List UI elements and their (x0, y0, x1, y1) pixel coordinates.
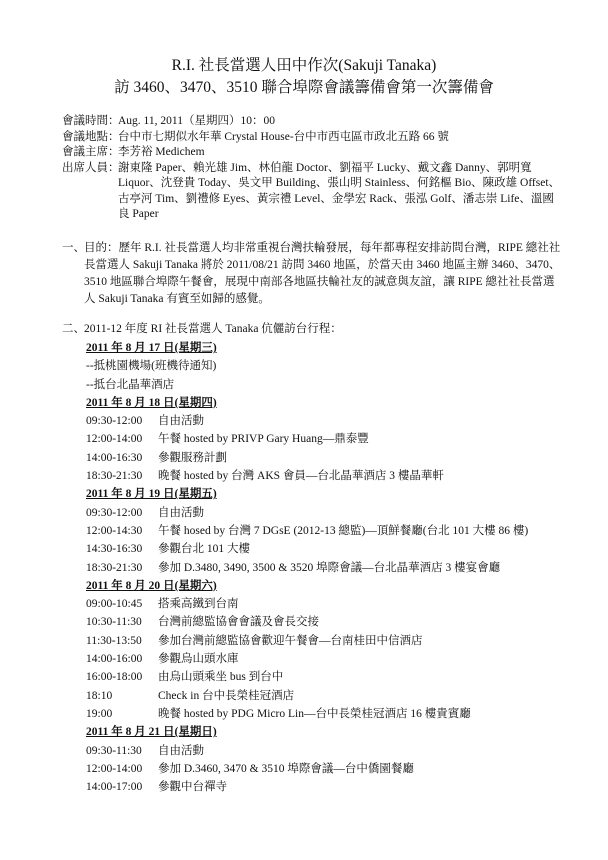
list-item (86, 760, 566, 778)
day-heading: 2011 年 8 月 18 日(星期四) (86, 396, 217, 409)
activity-text: 參加 D.3460, 3470 & 3510 埠際會議—台中僑園餐廳 (158, 762, 414, 775)
activity-time: 09:30-11:30 (86, 744, 142, 757)
section-itinerary (62, 321, 562, 338)
list-item (86, 559, 566, 577)
list-item (86, 540, 566, 558)
section-purpose (62, 240, 562, 308)
list-item (86, 467, 566, 485)
day-heading: 2011 年 8 月 17 日(星期三) (86, 342, 217, 354)
meta-value: Aug. 11, 2011（星期四）10：00 (118, 115, 275, 127)
activity-time: 10:30-11:30 (86, 616, 142, 629)
document-title-line2: 訪 3460、3470、3510 聯合埠際會議籌備會第一次籌備會 (114, 79, 494, 96)
section-heading: 2011-12 年度 RI 社長當選人 Tanaka 伉儷訪台行程： (84, 323, 342, 335)
activity-time: 14:00-16:00 (86, 653, 143, 666)
activity-text: 參觀中台禪寺 (158, 781, 227, 794)
list-item (86, 376, 566, 394)
activity-text: 由烏山頭乘坐 bus 到台中 (158, 671, 284, 684)
list-item (86, 412, 566, 430)
section-number: 一、 (62, 242, 85, 254)
activity-text: --抵桃園機場(班機待通知) (86, 360, 217, 373)
activity-text: 晚餐 hosted by 台灣 AKS 會員—台北晶華酒店 3 樓晶華軒 (158, 470, 444, 483)
activity-time: 18:30-21:30 (86, 470, 143, 483)
list-item (86, 595, 566, 613)
activity-time: 14:00-17:00 (86, 781, 143, 794)
activity-time: 14:30-16:30 (86, 543, 143, 556)
activity-text: 午餐 hosed by 台灣 7 DGsE (2012-13 總監)—頂鮮餐廳(台北 101 大樓 86 樓) (158, 524, 529, 537)
activity-text: 台灣前總監協會會議及會長交接 (158, 616, 319, 629)
activity-time: 12:00-14:00 (86, 762, 143, 775)
activity-text: 晚餐 hosted by PDG Micro Lin—台中長榮桂冠酒店 16 樓貴賓廳 (158, 707, 471, 720)
activity-time: 12:00-14:00 (86, 433, 143, 446)
activity-text: Check in 台中長榮桂冠酒店 (158, 689, 295, 702)
activity-text: 自由活動 (158, 744, 204, 757)
day-heading: 2011 年 8 月 21 日(星期日) (86, 726, 217, 739)
section-number: 二、 (62, 323, 85, 335)
list-item (86, 430, 566, 448)
list-item (86, 632, 566, 650)
section-text: 目的：歷年 R.I. 社長當選人均非常重視台灣扶輪發展，每年都專程安排訪問台灣，RIPE 總社社長當選人 Sakuji Tanaka 將於 2011/08/21 訪問 3460 地區，於當天由 3460 地區主辦 3460、3470、3510 地區聯合埠際午餐會，展現中南部各地區扶輪社友的誠意與友誼，讓 RIPE 總社社長當選人 Sakuji Tanaka 有賓至如歸的感覺。 (84, 242, 561, 305)
activity-time: 19:00 (86, 707, 113, 720)
meeting-chair-row (62, 145, 562, 161)
activity-time: 12:00-14:30 (86, 524, 143, 537)
activity-time: 14:00-16:30 (86, 451, 143, 464)
activity-text: 午餐 hosted by PRIVP Gary Huang—鼎泰豐 (158, 433, 369, 446)
activity-text: 參觀台北 101 大樓 (158, 543, 250, 556)
itinerary-schedule (86, 339, 566, 796)
day-heading: 2011 年 8 月 19 日(星期五) (86, 488, 217, 501)
list-item (86, 357, 566, 375)
list-item (86, 504, 566, 522)
meta-label: 會議地點： (62, 130, 120, 143)
list-item (86, 650, 566, 668)
activity-time: 18:10 (86, 689, 113, 702)
activity-text: 搭乘高鐵到台南 (158, 598, 239, 611)
list-item (86, 742, 566, 760)
meta-label: 會議時間： (62, 115, 120, 127)
day-heading: 2011 年 8 月 20 日(星期六) (86, 579, 217, 592)
list-item (86, 522, 566, 540)
list-item (86, 687, 566, 705)
list-item (86, 449, 566, 467)
meeting-info (62, 114, 562, 223)
activity-text: 參加台灣前總監協會歡迎午餐會—台南桂田中信酒店 (158, 634, 423, 647)
activity-text: --抵台北晶華酒店 (86, 378, 175, 391)
activity-text: 自由活動 (158, 415, 204, 428)
meta-value: 台中市七期似水年華 Crystal House-台中市西屯區市政北五路 66 號 (118, 130, 449, 143)
activity-text: 參觀服務計劃 (158, 451, 227, 464)
attendees-row (62, 161, 562, 223)
activity-text: 參觀烏山頭水庫 (158, 653, 239, 666)
meta-value: 謝東隆 Paper、賴光雄 Jim、林伯龍 Doctor、劉福平 Lucky、戴文鑫 Danny、郭明寬 Liquor、沈登貴 Today、吳文甲 Building、張山明 Stainless、何銘樞 Bio、陳政雄 Offset、古亭河 Tim、劉禮修 Eyes、黃宗禮 Level、金學宏 Rack、張泓 Golf、潘志崇 Life、溫國良 Paper (118, 161, 561, 220)
activity-text: 參加 D.3480, 3490, 3500 & 3520 埠際會議—台北晶華酒店 3 樓宴會廳 (158, 561, 501, 574)
activity-time: 09:30-12:00 (86, 506, 143, 519)
activity-time: 16:00-18:00 (86, 671, 143, 684)
document-title-line1: R.I. 社長當選人田中作次(Sakuji Tanaka) (171, 57, 437, 74)
meta-label: 會議主席： (62, 146, 120, 158)
meta-value: 李芳裕 Medichem (118, 146, 205, 158)
activity-time: 11:30-13:50 (86, 634, 142, 647)
activity-time: 18:30-21:30 (86, 561, 143, 574)
list-item (86, 668, 566, 686)
list-item (86, 705, 566, 723)
activity-time: 09:30-12:00 (86, 415, 143, 428)
activity-text: 自由活動 (158, 506, 204, 519)
meeting-place-row (62, 130, 562, 146)
meeting-time-row (62, 114, 562, 130)
list-item (86, 778, 566, 796)
list-item (86, 613, 566, 631)
meta-label: 出席人員： (62, 161, 120, 174)
activity-time: 09:00-10:45 (86, 598, 143, 611)
